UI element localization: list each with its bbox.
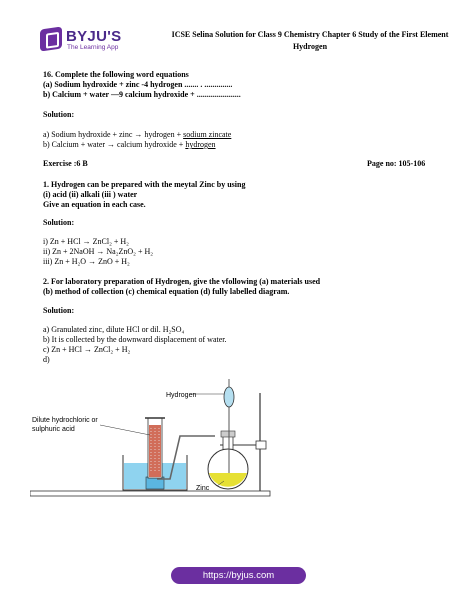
q2-solution-label: Solution: bbox=[43, 306, 75, 315]
hydrogen-preparation-diagram bbox=[30, 373, 280, 503]
q16-answer-a-text: a) Sodium hydroxide + zinc → hydrogen + bbox=[43, 130, 184, 139]
q16-answer-a bbox=[43, 130, 231, 140]
byjus-logo bbox=[40, 28, 130, 52]
q1-equation-3: iii) Zn + H₂O → ZnO + H₂ bbox=[43, 257, 130, 266]
label-zinc: Zinc bbox=[196, 485, 210, 492]
q1-line2: (i) acid (ii) alkali (iii ) water bbox=[43, 190, 138, 199]
acid-pointer bbox=[100, 425, 150, 435]
q1-title: 1. Hydrogen can be prepared with the meytal Zinc by using bbox=[43, 180, 246, 189]
q1-solution-label: Solution: bbox=[43, 218, 75, 227]
q2-answer-b: b) It is collected by the downward displacement of water. bbox=[43, 335, 227, 344]
q16-title: 16. Complete the following word equations bbox=[43, 70, 189, 79]
byjus-logo-icon bbox=[40, 26, 62, 51]
exercise-label: Exercise :6 B bbox=[43, 159, 88, 168]
q16-answer-a-fill: sodium zincate bbox=[183, 130, 232, 139]
brand-name: BYJU'S bbox=[66, 28, 122, 45]
base-board bbox=[30, 491, 270, 496]
q1-equation-2: ii) Zn + 2NaOH → Na₂ZnO₂ + H₂ bbox=[43, 247, 154, 256]
q16-answer-b-text: b) Calcium + water → calcium hydroxide + bbox=[43, 140, 186, 149]
q2-line2: (b) method of collection (c) chemical equation (d) fully labelled diagram. bbox=[43, 287, 290, 296]
page-number: Page no: 105-106 bbox=[367, 159, 426, 168]
page-title-line2: Hydrogen bbox=[292, 42, 328, 51]
q16-solution-label: Solution: bbox=[43, 110, 75, 119]
q1-line3: Give an equation in each case. bbox=[43, 200, 146, 209]
q16-part-a: (a) Sodium hydroxide + zinc -4 hydrogen ....... . .............. bbox=[43, 80, 233, 89]
q16-answer-b bbox=[43, 140, 216, 150]
page-title bbox=[165, 29, 455, 53]
flask-acid bbox=[209, 473, 247, 487]
gas-jar-bubbles bbox=[149, 425, 161, 477]
thistle-funnel-bulb bbox=[224, 387, 234, 407]
q1-equation-1: i) Zn + HCl → ZnCl₂ + H₂ bbox=[43, 237, 129, 246]
label-acid-line2: sulphuric acid bbox=[32, 426, 75, 433]
page-title-line1: ICSE Selina Solution for Class 9 Chemistry Chapter 6 Study of the First Element bbox=[171, 30, 449, 39]
brand-tagline: The Learning App bbox=[67, 44, 119, 51]
q2-answer-c: c) Zn + HCl → ZnCl₂ + H₂ bbox=[43, 345, 131, 354]
q2-title: 2. For laboratory preparation of Hydrogen, give the vfollowing (a) materials used bbox=[43, 277, 321, 286]
label-hydrogen: Hydrogen bbox=[166, 392, 197, 399]
q16-answer-b-fill: hydrogen bbox=[185, 140, 216, 149]
q16-part-b: b) Calcium + water —9 calcium hydroxide + ...................... bbox=[43, 90, 241, 99]
flask-cork bbox=[221, 431, 235, 437]
label-acid-line1: Dilute hydrochloric or bbox=[32, 417, 98, 424]
q2-answer-d: d) bbox=[43, 355, 50, 364]
footer-url-button[interactable]: https://byjus.com bbox=[171, 567, 306, 584]
q2-answer-a: a) Granulated zinc, dilute HCl or dil. H₂SO₄ bbox=[43, 325, 185, 334]
